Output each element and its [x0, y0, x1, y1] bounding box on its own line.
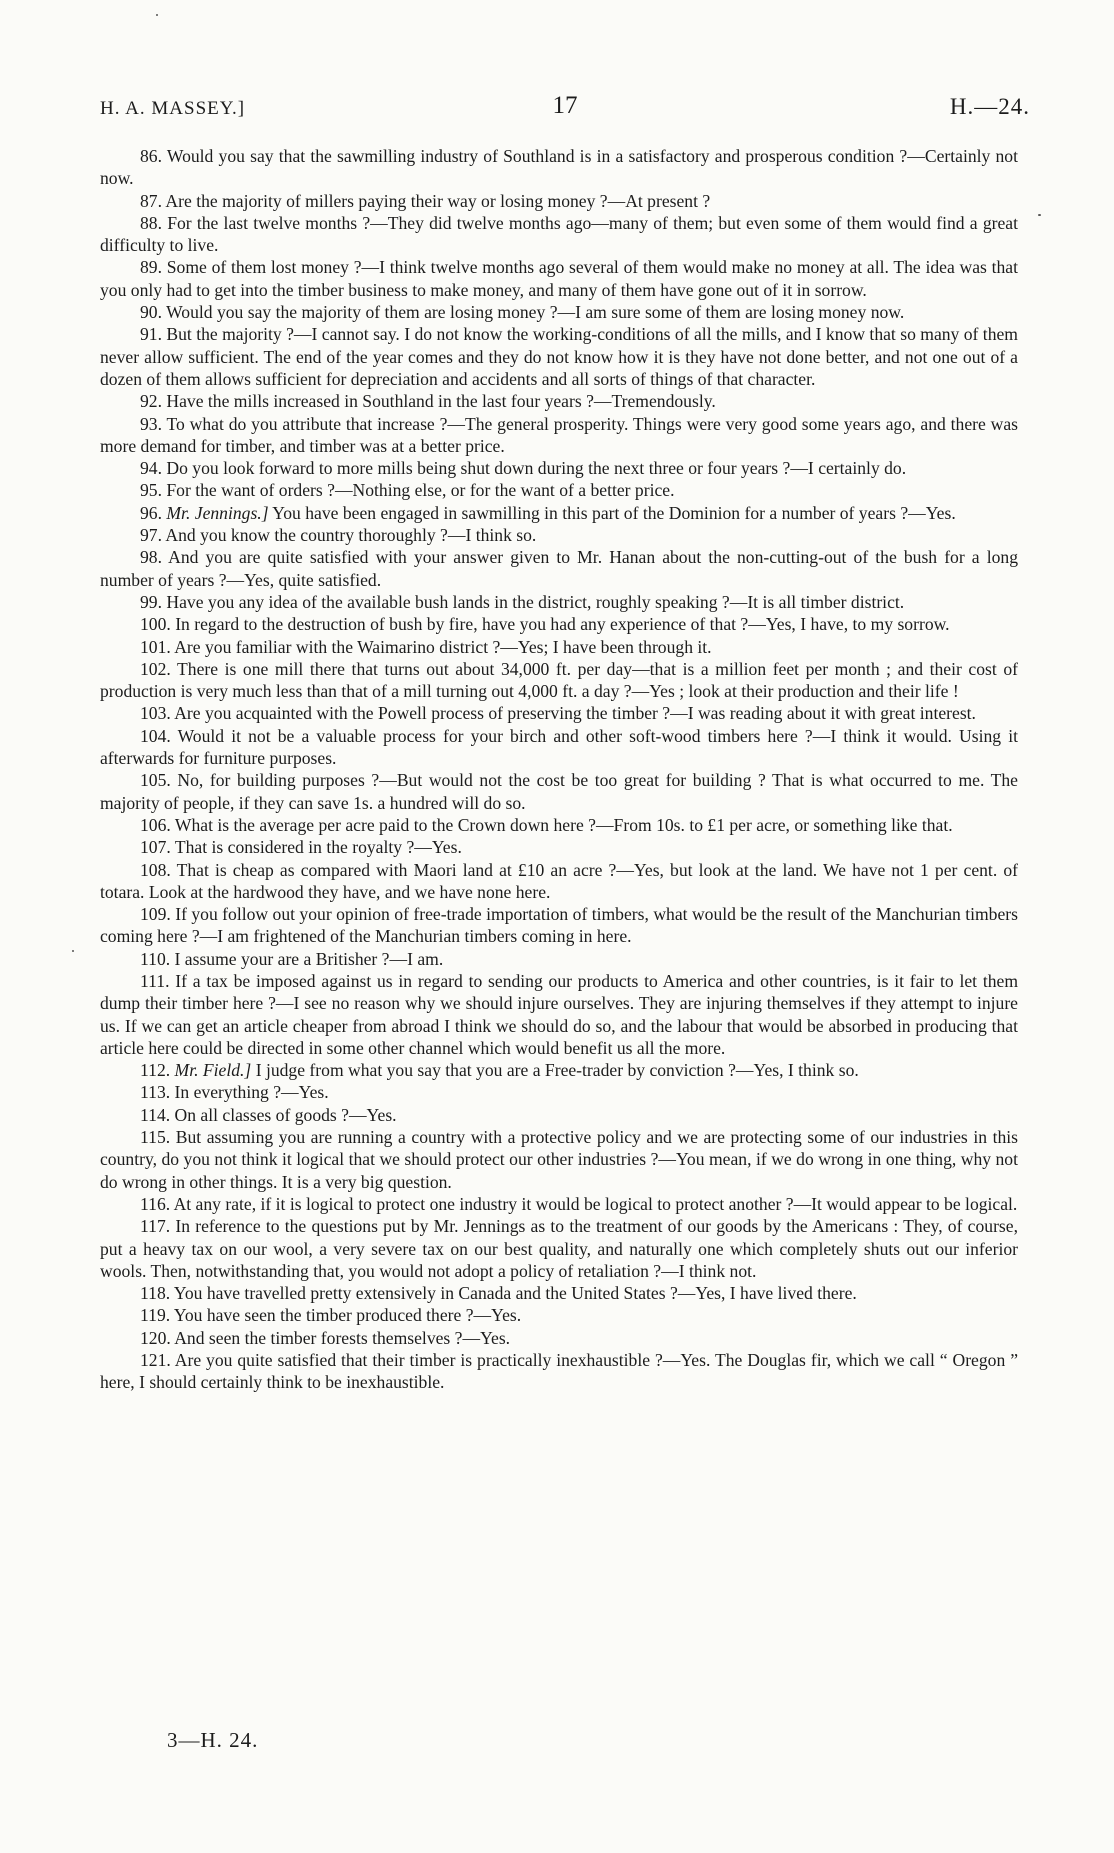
question-answer-paragraph: 87. Are the majority of millers paying their way or losing money ?—At present ?: [140, 190, 711, 211]
speaker-name: Mr. Jennings.]: [166, 502, 269, 523]
question-answer-paragraph: 117. In reference to the questions put by Mr. Jennings as to the treatment of our goods by the Americans : They, of course, put a heavy tax on our wool, a very severe tax on our best quality, and naturally one which completely shuts out our inferior wools. Then, notwithstanding that, you would not adopt a policy of retaliation ?—I think not.: [100, 1216, 1018, 1281]
question-answer-paragraph: 91. But the majority ?—I cannot say. I do not know the working-conditions of all the mills, and I know that so many of them never allow sufficient. The end of the year comes and they do not know how it is they have not done better, and not one out of a dozen of them allows sufficient for depreciation and accidents and all sorts of things of that character.: [100, 324, 1018, 389]
sheet-signature: 3—H. 24.: [167, 1728, 259, 1752]
question-number: 112.: [140, 1060, 171, 1081]
question-answer-paragraph: 95. For the want of orders ?—Nothing else, or for the want of a better price.: [140, 480, 675, 501]
question-answer-paragraph: 97. And you know the country thoroughly ?—I think so.: [140, 525, 537, 546]
question-answer-paragraph: 98. And you are quite satisfied with your answer given to Mr. Hanan about the non-cutting-out of the bush for a long number of years ?—Yes, quite satisfied.: [100, 547, 1018, 590]
paragraph-text: I judge from what you say that you are a Free-trader by conviction ?—Yes, I think so.: [255, 1060, 859, 1081]
evidence-text: [100, 145, 1018, 1394]
question-answer-paragraph: [100, 1059, 1018, 1081]
scan-speck: [1038, 214, 1041, 216]
question-answer-paragraph: 116. At any rate, if it is logical to protect one industry it would be logical to protect another ?—It would appear to be logical.: [140, 1193, 1018, 1214]
question-answer-paragraph: 90. Would you say the majority of them are losing money ?—I am sure some of them are losing money now.: [140, 302, 905, 323]
question-answer-paragraph: 105. No, for building purposes ?—But would not the cost be too great for building ? That is what occurred to me. The majority of people, if they can save 1s. a hundred will do so.: [100, 770, 1018, 813]
question-answer-paragraph: 114. On all classes of goods ?—Yes.: [140, 1104, 397, 1125]
question-answer-paragraph: 111. If a tax be imposed against us in regard to sending our products to America and other countries, is it fair to let them dump their timber here ?—I see no reason why we should injure ourselves. They are injuring themselves if they attempt to injure us. If we can get an article cheaper from abroad I think we should do so, and the labour that would be absorbed in producing that article here could be directed in some other channel which would benefit us all the more.: [100, 970, 1018, 1058]
scan-speck: [72, 950, 74, 952]
question-answer-paragraph: [100, 502, 1018, 524]
question-answer-paragraph: 110. I assume your are a Britisher ?—I am.: [140, 948, 444, 969]
question-answer-paragraph: 92. Have the mills increased in Southland in the last four years ?—Tremendously.: [140, 391, 716, 412]
question-answer-paragraph: 106. What is the average per acre paid to the Crown down here ?—From 10s. to £1 per acre, or something like that.: [140, 814, 953, 835]
question-answer-paragraph: 120. And seen the timber forests themselves ?—Yes.: [140, 1327, 511, 1348]
page-header: [100, 92, 1030, 128]
question-answer-paragraph: 93. To what do you attribute that increase ?—The general prosperity. Things were very good some years ago, and there was more demand for timber, and timber was at a better price.: [100, 413, 1018, 456]
page-number: 17: [552, 92, 578, 119]
question-answer-paragraph: 119. You have seen the timber produced there ?—Yes.: [140, 1305, 522, 1326]
question-answer-paragraph: 100. In regard to the destruction of bush by fire, have you had any experience of that ?—Yes, I have, to my sorrow.: [140, 614, 950, 635]
question-answer-paragraph: 113. In everything ?—Yes.: [140, 1082, 329, 1103]
question-answer-paragraph: 115. But assuming you are running a country with a protective policy and we are protecting some of our industries in this country, do you not think it logical that we should protect our other industries ?—You mean, if we do wrong in one thing, why not do wrong in other things. It is a very big question.: [100, 1127, 1018, 1192]
question-answer-paragraph: 108. That is cheap as compared with Maori land at £10 an acre ?—Yes, but look at the land. We have not 1 per cent. of totara. Look at the hardwood they have, and we have none here.: [100, 859, 1018, 902]
question-answer-paragraph: 99. Have you any idea of the available bush lands in the district, roughly speaking ?—It is all timber district.: [140, 591, 905, 612]
header-paper-reference: H.—24.: [949, 94, 1030, 119]
speaker-name: Mr. Field.]: [174, 1060, 252, 1081]
question-answer-paragraph: 88. For the last twelve months ?—They did twelve months ago—many of them; but even some of them would find a great difficulty to live.: [100, 212, 1018, 256]
paragraph-text: You have been engaged in sawmilling in this part of the Dominion for a number of years ?—Yes.: [272, 502, 956, 523]
question-number: 96.: [140, 502, 162, 523]
question-answer-paragraph: 103. Are you acquainted with the Powell process of preserving the timber ?—I was reading about it with great interest.: [140, 703, 976, 724]
question-answer-paragraph: 94. Do you look forward to more mills being shut down during the next three or four years ?—I certainly do.: [140, 458, 907, 479]
question-answer-paragraph: 118. You have travelled pretty extensively in Canada and the United States ?—Yes, I have lived there.: [140, 1283, 857, 1304]
question-answer-paragraph: 121. Are you quite satisfied that their timber is practically inexhaustible ?—Yes. The Douglas fir, which we call “ Oregon ” here, I should certainly think to be inexhaustible.: [100, 1350, 1018, 1393]
question-answer-paragraph: 107. That is considered in the royalty ?—Yes.: [140, 837, 462, 858]
question-answer-paragraph: 86. Would you say that the sawmilling industry of Southland is in a satisfactory and prosperous condition ?—Certainly not now.: [100, 146, 1018, 189]
scan-speck: [156, 14, 158, 16]
question-answer-paragraph: 104. Would it not be a valuable process for your birch and other soft-wood timbers here ?—I think it would. Using it afterwards for furniture purposes.: [100, 725, 1018, 769]
question-answer-paragraph: 89. Some of them lost money ?—I think twelve months ago several of them would make no money at all. The idea was that you only had to get into the timber business to make money, and many of them have gone out of it in sorrow.: [100, 257, 1018, 300]
header-witness-name: H. A. MASSEY.]: [100, 98, 246, 119]
question-answer-paragraph: 101. Are you familiar with the Waimarino district ?—Yes; I have been through it.: [140, 636, 712, 657]
question-answer-paragraph: 109. If you follow out your opinion of free-trade importation of timbers, what would be the result of the Manchurian timbers coming here ?—I am frightened of the Manchurian timbers coming in here.: [100, 904, 1018, 947]
question-answer-paragraph: 102. There is one mill there that turns out about 34,000 ft. per day—that is a million feet per month ; and their cost of production is very much less than that of a mill turning out 4,000 ft. a day ?—Yes ; look at their production and their life !: [100, 658, 1018, 702]
